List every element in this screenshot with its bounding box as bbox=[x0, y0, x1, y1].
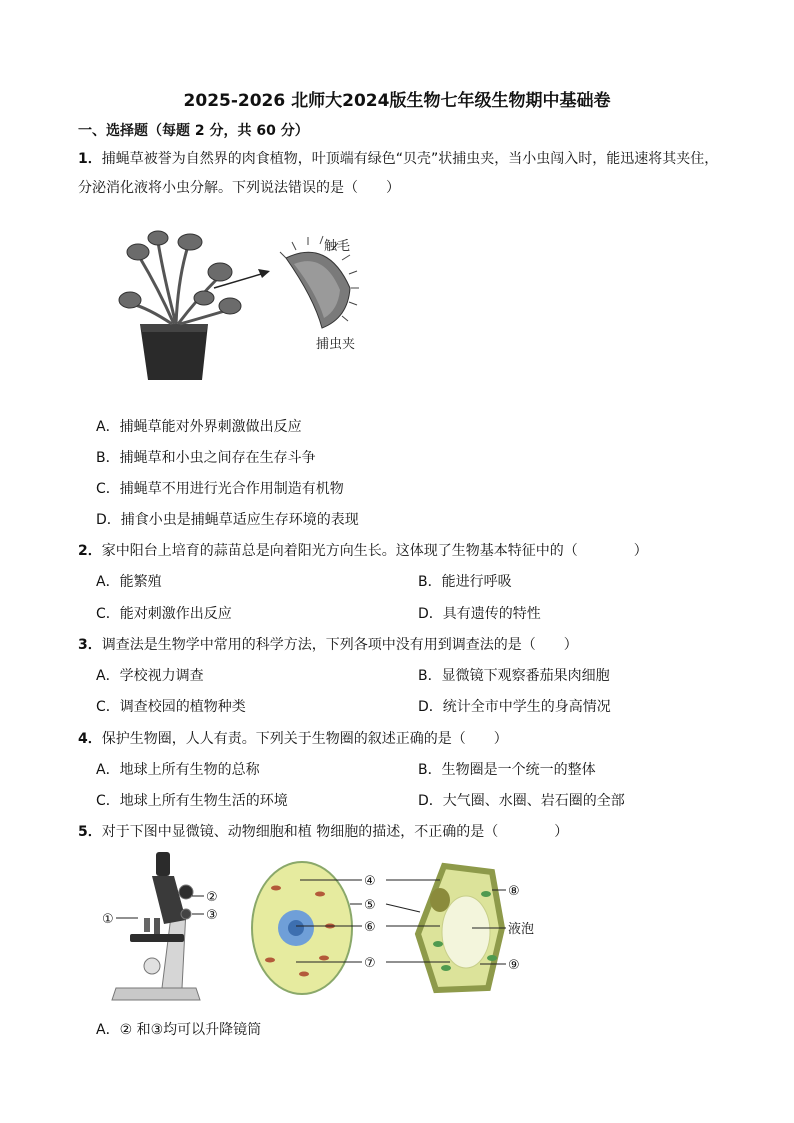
question-number: 4． bbox=[78, 731, 102, 747]
option-1b[interactable]: B．捕蝇草和小虫之间存在生存斗争 bbox=[96, 450, 316, 466]
label-4: ④ bbox=[364, 874, 376, 889]
label-8: ⑧ bbox=[508, 884, 520, 899]
question-2-stem bbox=[78, 540, 648, 560]
label-6: ⑥ bbox=[364, 920, 376, 935]
label-5: ⑤ bbox=[364, 898, 376, 913]
question-stem: 调查法是生物学中常用的科学方法，下列各项中没有用到调查法的是（ ） bbox=[101, 637, 578, 653]
label-2: ② bbox=[206, 890, 218, 905]
option-1c[interactable]: C．捕蝇草不用进行光合作用制造有机物 bbox=[96, 481, 344, 497]
question-1-stem-line1 bbox=[78, 148, 718, 168]
section-heading: 一、选择题（每题 2 分，共 60 分） bbox=[78, 123, 309, 139]
question-stem: 家中阳台上培育的蒜苗总是向着阳光方向生长。这体现了生物基本特征中的（ ） bbox=[101, 543, 648, 559]
label-3: ③ bbox=[206, 908, 218, 923]
pot-shape bbox=[140, 324, 208, 380]
microscope-drawing bbox=[112, 852, 204, 1000]
option-4d[interactable]: D．大气圈、水圈、岩石圈的全部 bbox=[418, 793, 625, 809]
question-number: 2． bbox=[78, 543, 102, 559]
option-2a[interactable]: A．能繁殖 bbox=[96, 574, 162, 590]
plant-traps bbox=[119, 231, 241, 314]
question-number: 1． bbox=[78, 151, 102, 167]
option-4a[interactable]: A．地球上所有生物的总称 bbox=[96, 762, 260, 778]
option-4c[interactable]: C．地球上所有生物生活的环境 bbox=[96, 793, 288, 809]
option-2b[interactable]: B．能进行呼吸 bbox=[418, 574, 512, 590]
option-2c[interactable]: C．能对刺激作出反应 bbox=[96, 606, 232, 622]
option-5a[interactable]: A．② 和③均可以升降镜筒 bbox=[96, 1022, 262, 1038]
question-4-stem bbox=[78, 728, 508, 748]
option-2d[interactable]: D．具有遗传的特性 bbox=[418, 606, 541, 622]
question-stem: 捕蝇草被誉为自然界的肉食植物，叶顶端有绿色“贝壳”状捕虫夹，当小虫闯入时，能迅速将其夹住， bbox=[101, 151, 719, 167]
option-3c[interactable]: C．调查校园的植物种类 bbox=[96, 699, 246, 715]
label-vacuole: 液泡 bbox=[508, 922, 535, 937]
question-1-stem-line2: 分泌消化液将小虫分解。下列说法错误的是（ ） bbox=[78, 180, 400, 196]
option-3b[interactable]: B．显微镜下观察番茄果肉细胞 bbox=[418, 668, 610, 684]
label-1: ① bbox=[102, 912, 114, 927]
animal-cell-drawing bbox=[252, 862, 352, 994]
microscope-cells-figure bbox=[100, 848, 550, 1004]
question-number: 5． bbox=[78, 824, 102, 840]
question-stem: 对于下图中显微镜、动物细胞和植 物细胞的描述，不正确的是（ ） bbox=[101, 824, 569, 840]
question-stem: 保护生物圈，人人有责。下列关于生物圈的叙述正确的是（ ） bbox=[101, 731, 508, 747]
arrow-head bbox=[258, 269, 270, 278]
venus-flytrap-figure bbox=[118, 228, 378, 388]
label-7: ⑦ bbox=[364, 956, 376, 971]
option-4b[interactable]: B．生物圈是一个统一的整体 bbox=[418, 762, 596, 778]
option-1a[interactable]: A．捕蝇草能对外界刺激做出反应 bbox=[96, 419, 302, 435]
question-3-stem bbox=[78, 634, 578, 654]
label-trap: 捕虫夹 bbox=[316, 337, 356, 352]
label-trigger-hairs: 触毛 bbox=[324, 239, 351, 254]
question-number: 3． bbox=[78, 637, 102, 653]
option-3d[interactable]: D．统计全市中学生的身高情况 bbox=[418, 699, 611, 715]
option-3a[interactable]: A．学校视力调查 bbox=[96, 668, 204, 684]
question-5-stem bbox=[78, 821, 568, 841]
page-title: 2025-2026 北师大2024版生物七年级生物期中基础卷 bbox=[183, 91, 611, 111]
label-9: ⑨ bbox=[508, 958, 520, 973]
option-1d[interactable]: D．捕食小虫是捕蝇草适应生存环境的表现 bbox=[96, 512, 359, 528]
